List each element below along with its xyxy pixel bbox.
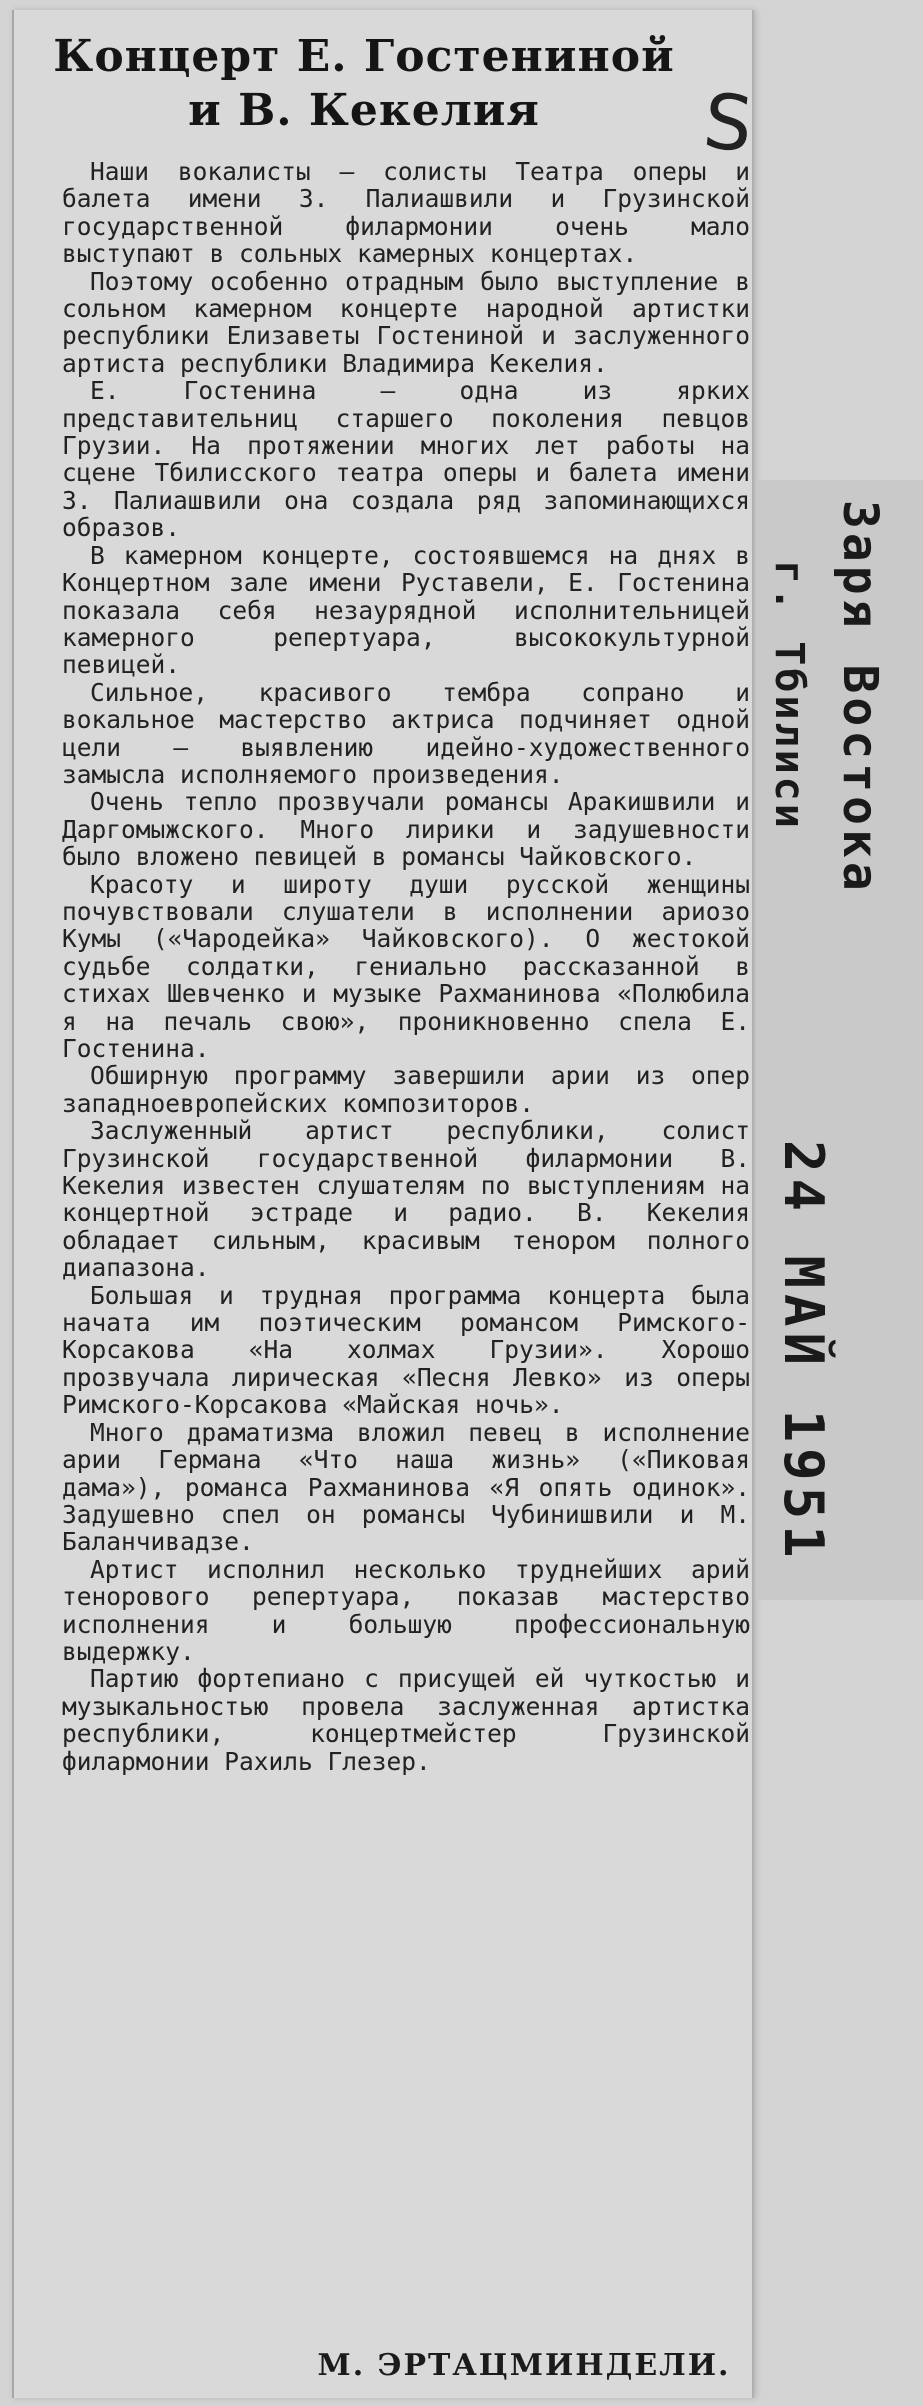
paragraph: Артист исполнил несколько труднейших арий тенорового репертуара, показав мастерство исполнения и большую профессиональную выдержку. bbox=[62, 1554, 750, 1666]
paragraph: Много драматизма вложил певец в исполнение арии Германа «Что наша жизнь» («Пиковая дама»), романса Рахманинова «Я опять одинок». Задушевно спел он романсы Чубинишвили и М. Баланчивадзе. bbox=[62, 1417, 750, 1557]
paragraph: Поэтому особенно отрадным было выступление в сольном камерном концерте народной артистки республики Елизаветы Гостениной и заслуженного артиста республики Владимира Кекелия. bbox=[62, 266, 750, 378]
author-signature: М. ЭРТАЦМИНДЕЛИ. bbox=[317, 2348, 731, 2383]
date-stamp: 24 МАЙ 1951 bbox=[772, 1140, 835, 1564]
article-title-line2: и В. Кекелия bbox=[188, 85, 540, 136]
paragraph: Партию фортепиано с присущей ей чуткостью и музыкальностью провела заслуженная артистка республики, концертмейстер Грузинской филармонии Рахиль Глезер. bbox=[62, 1664, 750, 1776]
paragraph: Красоту и широту души русской женщины почувствовали слушатели в исполнении ариозо Кумы («Чародейка» Чайковского). О жестокой судьбе солдатки, гениально рассказанной в стихах Шевченко и музыке Рахманинова «Полюбила я на печаль свою», проникновенно спела Е. Гостенина. bbox=[62, 869, 750, 1063]
paragraph: В камерном концерте, состоявшемся на днях в Концертном зале имени Руставели, Е. Гостенина показала себя незаурядной исполнительницей камерного репертуара, высококультурной певицей. bbox=[62, 540, 750, 680]
paragraph: Сильное, красивого тембра сопрано и вокальное мастерство актриса подчиняет одной цели — выявлению идейно-художественного замысла исполняемого произведения. bbox=[62, 677, 750, 789]
city-stamp: г. Тбилиси bbox=[766, 560, 812, 831]
handwritten-mark: S bbox=[699, 75, 757, 170]
article-title-line1: Концерт Е. Гостениной bbox=[53, 31, 675, 82]
paragraph: Обширную программу завершили арии из опер западноевропейских композиторов. bbox=[62, 1061, 750, 1118]
article-body bbox=[62, 158, 750, 1775]
newspaper-name-stamp: Заря Востока bbox=[832, 500, 888, 895]
paragraph: Большая и трудная программа концерта была начата им поэтическим романсом Римского-Корсакова «На холмах Грузии». Хорошо прозвучала лирическая «Песня Левко» из оперы Римского-Корсакова «Майская ночь». bbox=[62, 1280, 750, 1420]
article-title bbox=[44, 30, 684, 138]
newspaper-clipping bbox=[12, 10, 757, 2398]
paragraph: Очень тепло прозвучали романсы Аракишвили и Даргомыжского. Много лирики и задушевности было вложено певицей в романсы Чайковского. bbox=[62, 787, 750, 872]
paragraph: Е. Гостенина — одна из ярких представительниц старшего поколения певцов Грузии. На протяжении многих лет работы на сцене Тбилисского театра оперы и балета имени З. Палиашвили она создала ряд запоминающихся образов. bbox=[62, 376, 750, 543]
paragraph: Наши вокалисты — солисты Театра оперы и балета имени З. Палиашвили и Грузинской государственной филармонии очень мало выступают в сольных камерных концертах. bbox=[62, 157, 750, 269]
paragraph: Заслуженный артист республики, солист Грузинской государственной филармонии В. Кекелия известен слушателям по выступлениям на концертной эстраде и радио. В. Кекелия обладает сильным, красивым тенором полного диапазона. bbox=[62, 1116, 750, 1283]
